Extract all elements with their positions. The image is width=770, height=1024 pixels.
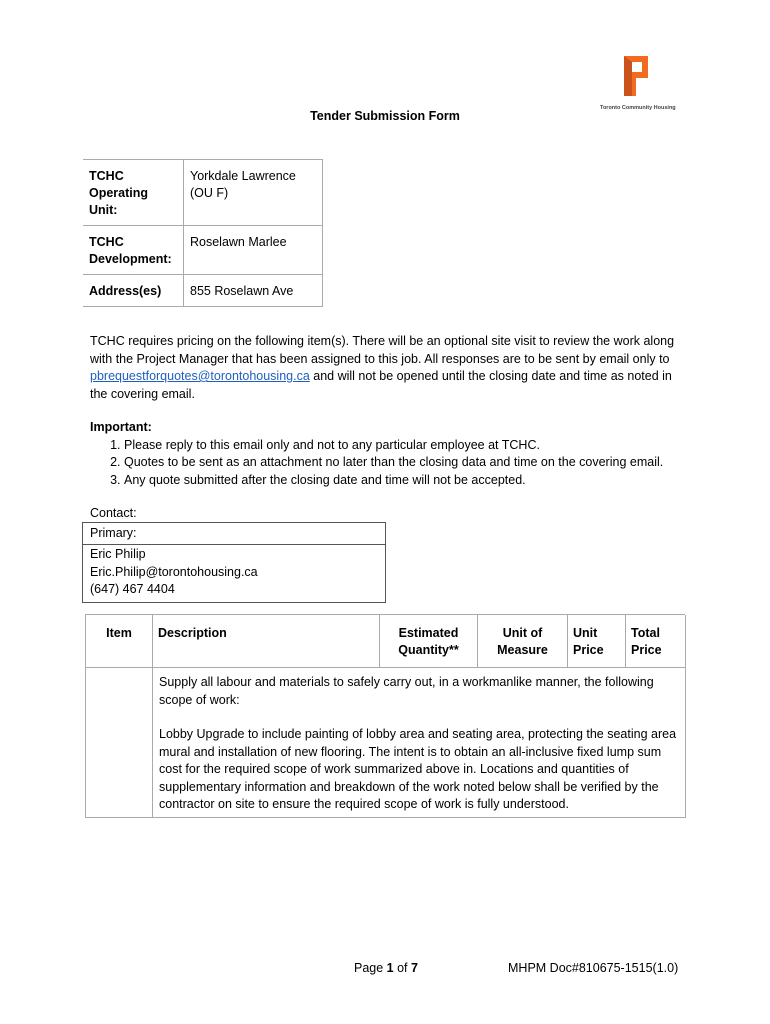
info-value-line: 855 Roselawn Ave [190,284,294,298]
logo-text: Toronto Community Housing [600,105,676,111]
list-item: 1. Please reply to this email only and not to any particular employee at TCHC. [124,437,710,455]
quotes-email-link[interactable]: pbrequestforquotes@torontohousing.ca [90,369,310,383]
header-line: Quantity** [398,643,459,657]
page-prefix: Page [354,961,387,975]
header-line: Unit [573,626,598,640]
intro-paragraph [90,333,690,403]
info-value-line: Roselawn Marlee [190,235,287,249]
project-info-table [83,159,323,307]
contact-name: Eric Philip [90,547,146,561]
info-value-line: (OU F) [190,186,229,200]
tchc-logo [600,52,692,116]
item-description-cell [153,667,686,818]
info-label-line: Unit: [89,203,118,217]
info-label-line: Development: [89,252,172,266]
table-row [83,160,323,226]
pricing-header-row [86,615,685,668]
contact-label: Contact: [90,506,137,520]
info-value-line: Yorkdale Lawrence [190,169,296,183]
pricing-table [85,614,685,818]
info-label-line: TCHC [89,235,124,249]
info-label-line: TCHC [89,169,124,183]
header-total-price [626,615,686,667]
page-of: of [393,961,411,975]
primary-label: Primary: [83,523,385,545]
header-description: Description [153,615,380,667]
info-label [83,275,184,307]
header-item: Item [86,615,153,667]
header-unit-price [568,615,626,667]
intro-text: and will not be opened until the closing date and time as noted in the covering email. [90,369,672,401]
header-line: Measure [497,643,548,657]
header-line: Total [631,626,660,640]
description-paragraph: Supply all labour and materials to safely carry out, in a workmanlike manner, the following scope of work: [159,675,654,707]
header-line: Estimated [398,626,459,640]
page-number [354,961,418,975]
important-heading: Important: [90,420,152,434]
item-number-cell [86,667,153,818]
header-unit-of-measure [478,615,568,667]
table-row [83,275,323,307]
info-value [184,226,323,275]
list-item: 3. Any quote submitted after the closing date and time will not be accepted. [124,472,710,490]
important-list [90,437,710,490]
contact-phone: (647) 467 4404 [90,582,175,596]
header-line: Price [631,643,662,657]
contact-details [83,545,385,602]
info-value [184,160,323,226]
info-value [184,275,323,307]
page-current: 1 [386,961,394,975]
description-paragraph: Lobby Upgrade to include painting of lobby area and seating area, protecting the seating area mural and installation of new flooring. The intent is to obtain an all-inclusive fixed lump sum cost for the required scope of work summarized above in. Locations and quantities of supplementary information and breakdown of the work noted below shall be verified by the contractor on site to ensure the required scope of work is fully understood. [159,727,677,811]
info-label [83,160,184,226]
contact-email[interactable]: Eric.Philip@torontohousing.ca [90,564,258,579]
contact-box [82,522,386,603]
info-label-line: Address(es) [89,284,162,298]
header-line: Price [573,643,604,657]
page-title: Tender Submission Form [310,109,460,123]
header-line: Unit of [502,626,543,640]
document-reference: MHPM Doc#810675-1515(1.0) [508,961,679,975]
important-section [90,419,710,489]
tchc-logo-mark [618,52,654,100]
info-label [83,226,184,275]
info-label-line: Operating [89,186,149,200]
table-row [83,226,323,275]
header-estimated-quantity [380,615,478,667]
page-total: 7 [411,961,418,975]
intro-text: TCHC requires pricing on the following item(s). There will be an optional site visit to review the work along with the Project Manager that has been assigned to this job. All responses are to be sent by email only to [90,334,675,366]
list-item: 2. Quotes to be sent as an attachment no later than the closing data and time on the covering email. [124,454,710,472]
